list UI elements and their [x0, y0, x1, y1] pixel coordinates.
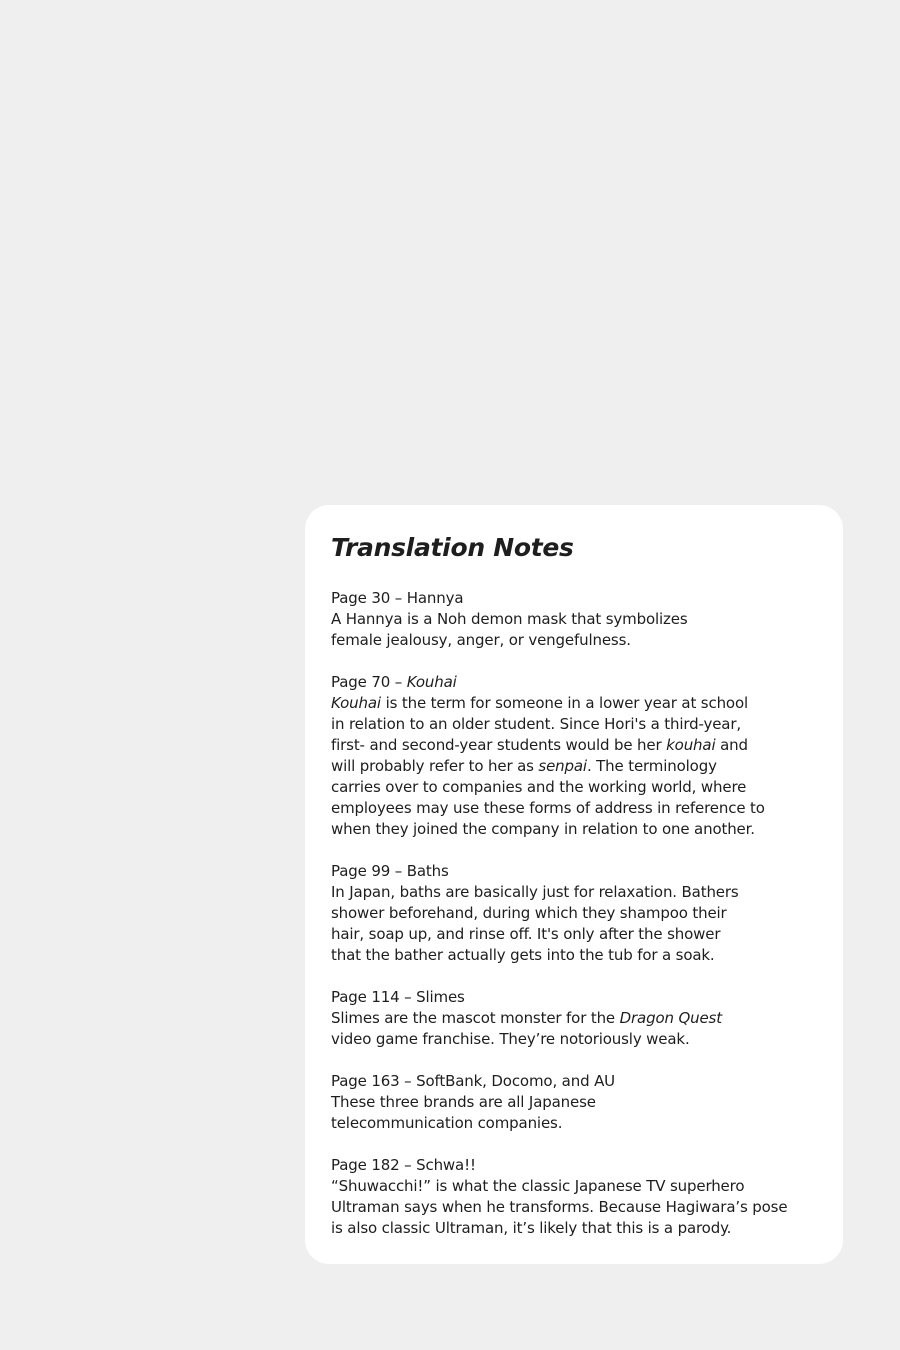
note-line — [331, 714, 819, 735]
line-text: video game franchise. They’re notoriously weak. — [331, 1030, 690, 1048]
line-text: hair, soap up, and rinse off. It's only after the shower — [331, 925, 721, 943]
heading-text: Page 163 – SoftBank, Docomo, and AU — [331, 1072, 616, 1090]
note-baths — [331, 861, 819, 966]
note-schwa — [331, 1155, 819, 1239]
heading-term: Kouhai — [406, 673, 457, 691]
heading-text: Page 114 – Slimes — [331, 988, 465, 1006]
note-line — [331, 798, 819, 819]
line-text: when they joined the company in relation to one another. — [331, 820, 755, 838]
note-line — [331, 945, 819, 966]
line-text: . The terminology — [586, 757, 717, 775]
note-line — [331, 882, 819, 903]
note-heading — [331, 1071, 819, 1092]
note-line — [331, 924, 819, 945]
heading-text: Page 30 – Hannya — [331, 589, 464, 607]
heading-text: Page 70 – — [331, 673, 407, 691]
note-line — [331, 1113, 819, 1134]
note-heading — [331, 861, 819, 882]
line-text: Slimes are the mascot monster for the — [331, 1009, 620, 1027]
note-heading — [331, 672, 819, 693]
note-heading — [331, 987, 819, 1008]
note-line — [331, 630, 819, 651]
line-text: Ultraman says when he transforms. Because Hagiwara’s pose — [331, 1198, 788, 1216]
italic-term: kouhai — [666, 736, 716, 754]
note-line — [331, 1092, 819, 1113]
note-line — [331, 819, 819, 840]
line-text: female jealousy, anger, or vengefulness. — [331, 631, 631, 649]
line-text: first- and second-year students would be her — [331, 736, 667, 754]
line-text: in relation to an older student. Since Hori's a third-year, — [331, 715, 741, 733]
line-text: carries over to companies and the working world, where — [331, 778, 747, 796]
note-hannya — [331, 588, 819, 651]
note-line — [331, 777, 819, 798]
note-line — [331, 693, 819, 714]
notes-list — [331, 588, 819, 1239]
note-line — [331, 735, 819, 756]
line-text: telecommunication companies. — [331, 1114, 563, 1132]
line-text: employees may use these forms of address in reference to — [331, 799, 765, 817]
italic-term: Dragon Quest — [619, 1009, 722, 1027]
heading-text: Page 182 – Schwa!! — [331, 1156, 476, 1174]
note-line — [331, 1029, 819, 1050]
line-text: that the bather actually gets into the tub for a soak. — [331, 946, 715, 964]
line-text: “Shuwacchi!” is what the classic Japanese TV superhero — [331, 1177, 745, 1195]
note-line — [331, 1008, 819, 1029]
line-text: shower beforehand, during which they shampoo their — [331, 904, 727, 922]
line-text: In Japan, baths are basically just for relaxation. Bathers — [331, 883, 739, 901]
line-text: These three brands are all Japanese — [331, 1093, 596, 1111]
italic-term: senpai — [538, 757, 587, 775]
line-text: will probably refer to her as — [331, 757, 539, 775]
line-text: and — [715, 736, 748, 754]
note-line — [331, 609, 819, 630]
heading-text: Page 99 – Baths — [331, 862, 449, 880]
translation-notes-card — [305, 505, 843, 1264]
italic-term: Kouhai — [331, 694, 381, 712]
note-line — [331, 903, 819, 924]
page-title: Translation Notes — [331, 533, 574, 562]
note-heading — [331, 1155, 819, 1176]
note-kouhai — [331, 672, 819, 840]
line-text: is the term for someone in a lower year at school — [380, 694, 748, 712]
line-text: is also classic Ultraman, it’s likely that this is a parody. — [331, 1219, 732, 1237]
note-line — [331, 1197, 819, 1218]
note-heading — [331, 588, 819, 609]
note-line — [331, 756, 819, 777]
line-text: A Hannya is a Noh demon mask that symbolizes — [331, 610, 688, 628]
note-line — [331, 1176, 819, 1197]
note-telecom — [331, 1071, 819, 1134]
note-slimes — [331, 987, 819, 1050]
note-line — [331, 1218, 819, 1239]
